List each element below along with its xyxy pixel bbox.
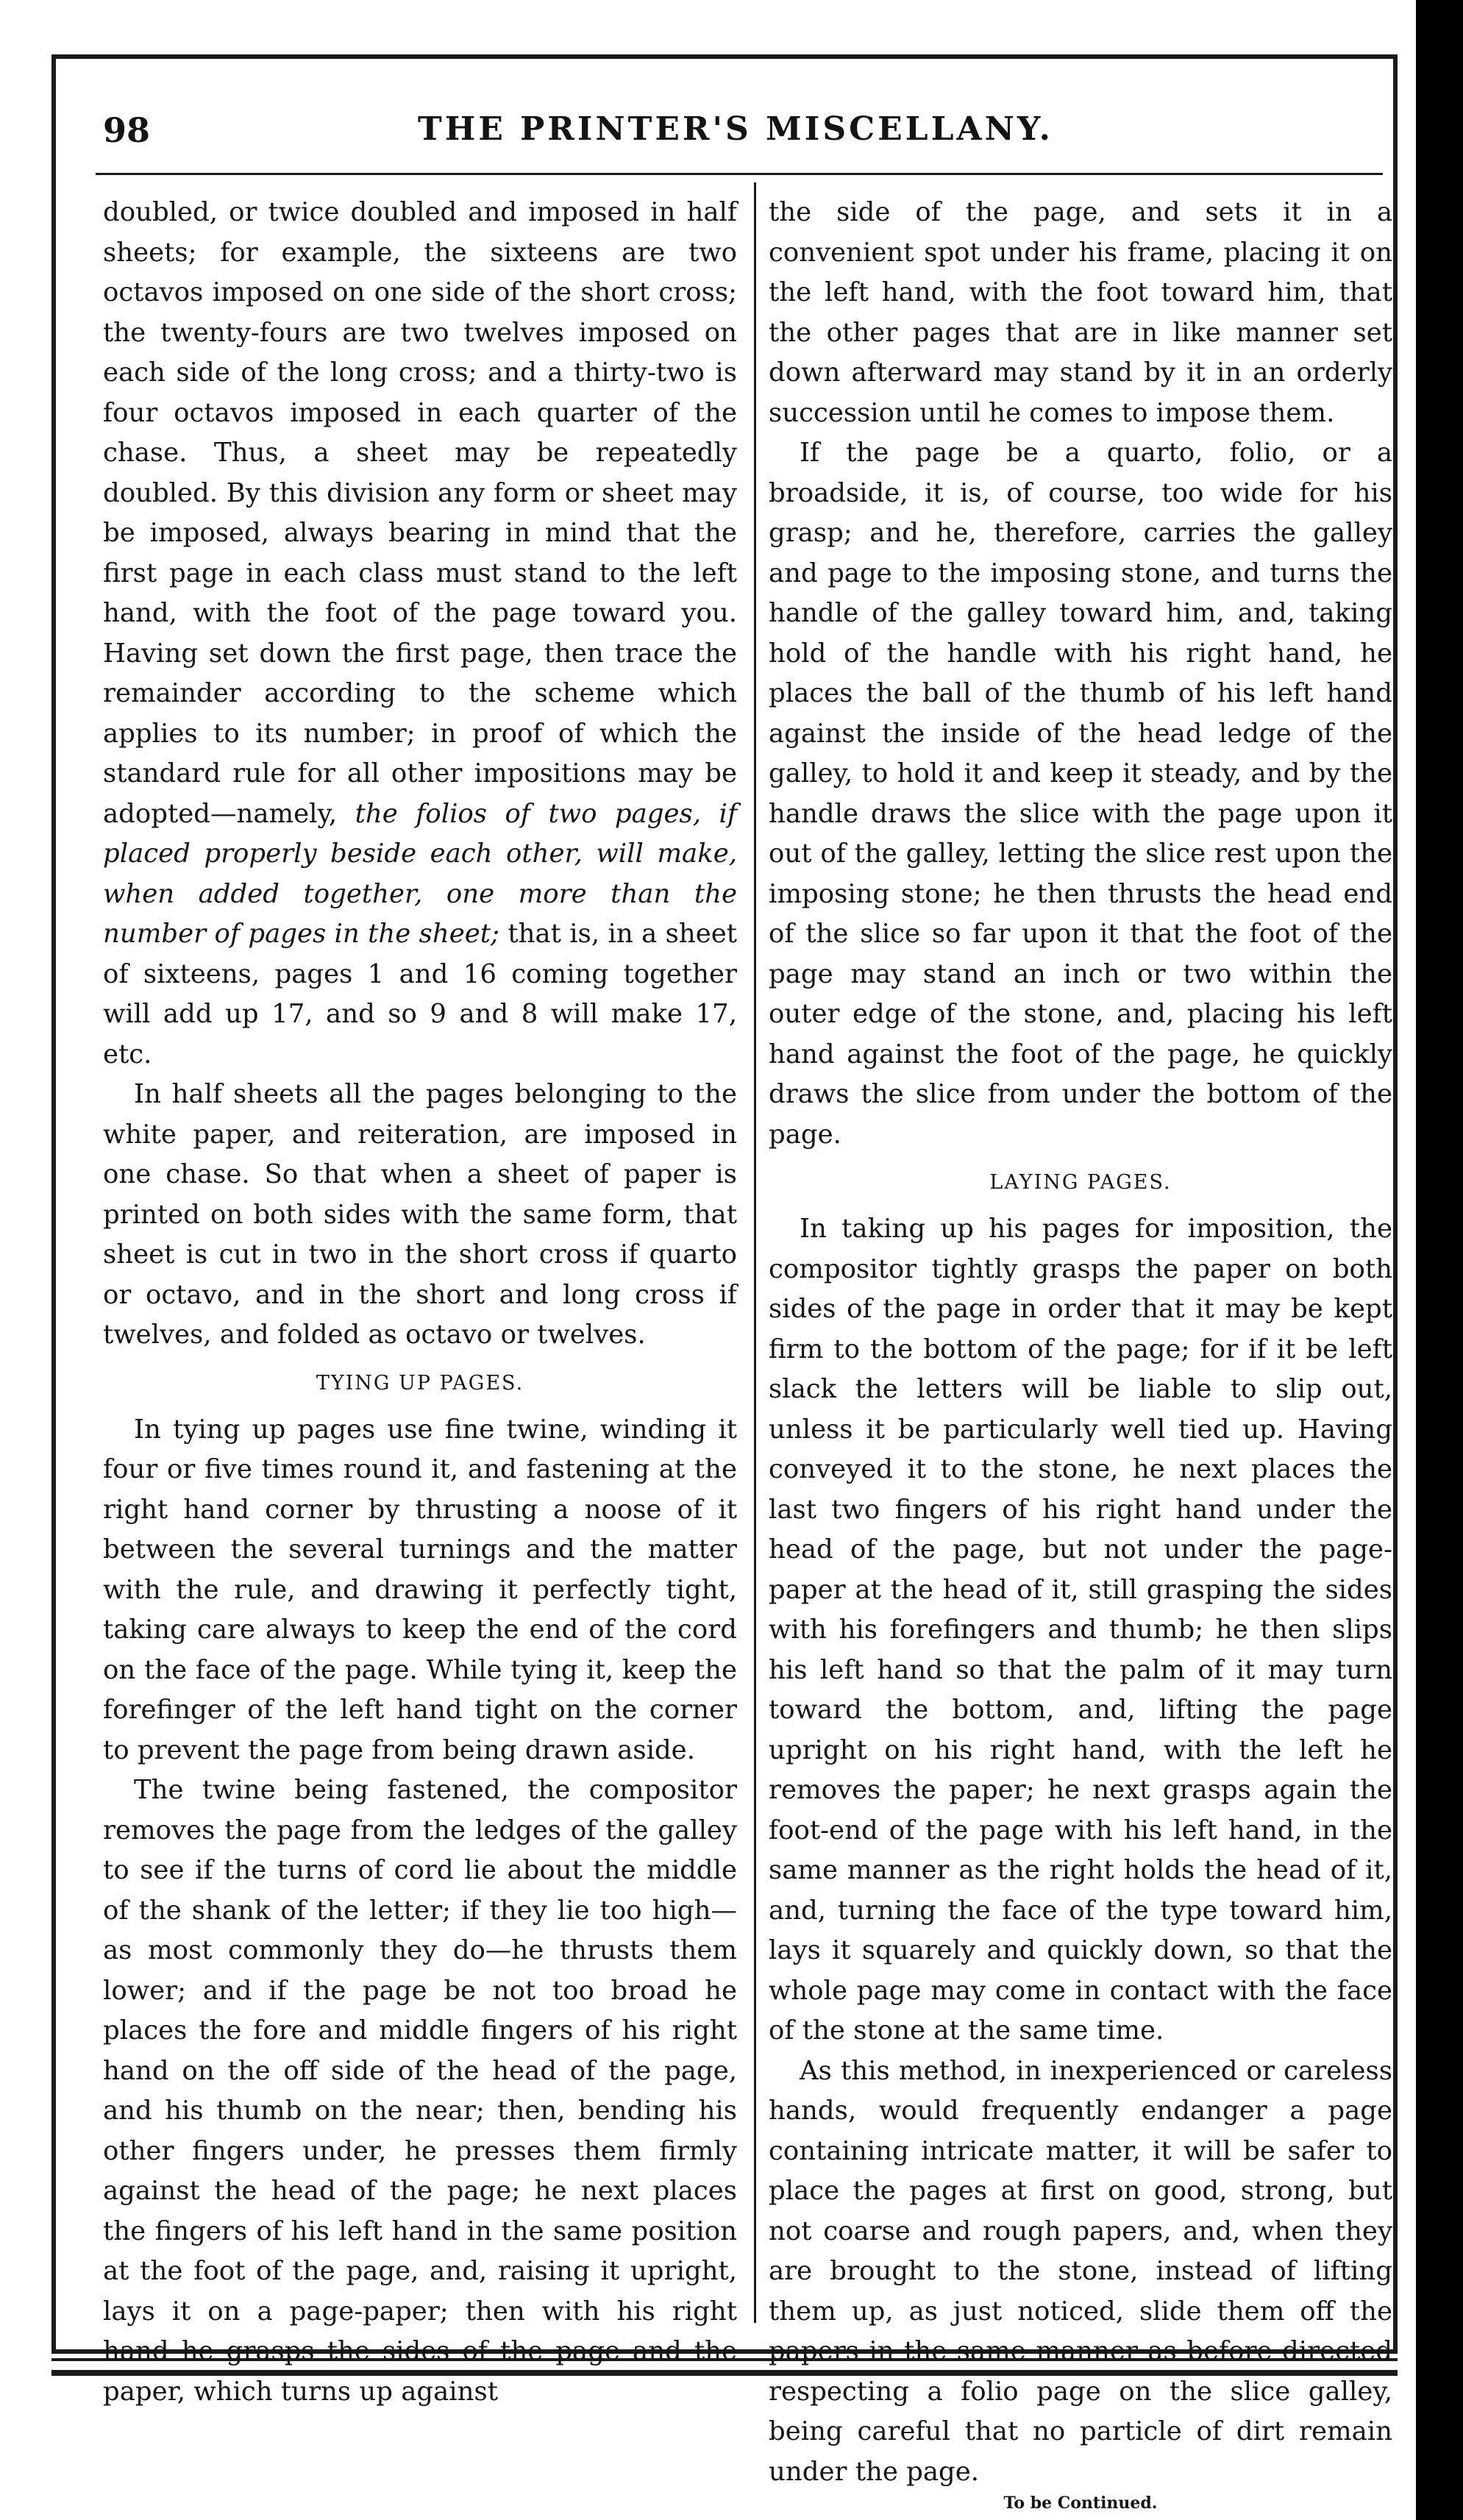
paragraph: doubled, or twice doubled and imposed in half sheets; for example, the sixteens are two octavos imposed on one side of the short cross; the twenty-fours are two twelves imposed on each side of the long cross; and a thirty-two is four octavos imposed in each quarter of the chase. Thus, a sheet may be repeatedly doubled. By this division any form or sheet may be imposed, always bearing in mind that the first page in each class must stand to the left hand, with the foot of the page toward you. Having set down the first page, then trace the remainder according to the scheme which applies to its number; in proof of which the standard rule for all other impositions may be adopted—namely, the folios of two pages, if placed properly beside each other, will make, when added together, one more than the number of pages in the sheet; that is, in a sheet of sixteens, pages 1 and 16 coming together will add up 17, and so 9 and 8 will make 17, etc. bbox=[103, 197, 737, 1069]
running-title: THE PRINTER'S MISCELLANY. bbox=[418, 110, 1053, 148]
paragraph: The twine being fastened, the compositor removes the page from the ledges of the galley to see if the turns of cord lie about the middle of the shank of the letter; if they lie too high—as most commonly they do—he thrusts them lower; and if the page be not too broad he places the fore and middle fingers of his right hand on the off side of the head of the page, and his thumb on the near; then, bending his other fingers under, he presses them firmly against the head of the page; he next places the fingers of his left hand in the same position at the foot of the page, and, raising it upright, lays it on a page-paper; then with his right hand he grasps the sides of the page and the paper, which turns up against bbox=[103, 1775, 737, 2407]
left-column bbox=[103, 193, 737, 2412]
scan-edge-shadow bbox=[1416, 0, 1463, 2520]
italic-rule: the folios of two pages, if placed properly beside each other, will make, when added together, one more than the number of pages in the sheet; bbox=[103, 798, 737, 949]
paragraph: In taking up his pages for imposition, the compositor tightly grasps the paper on both sides of the page in order that it may be kept firm to the bottom of the page; for if it be left slack the letters will be liable to slip out, unless it be particularly well tied up. Having conveyed it to the stone, he next places the last two fingers of his right hand under the head of the page, but not under the page-paper at the head of it, still grasping the sides with his forefingers and thumb; he then slips his left hand so that the palm of it may turn toward the bottom, and, lifting the page upright on his right hand, with the left he removes the paper; he next grasps again the foot-end of the page with his left hand, in the same manner as the right holds the head of it, and, turning the face of the type toward him, lays it squarely and quickly down, so that the whole page may come in contact with the face of the stone at the same time. bbox=[769, 1214, 1392, 2046]
continued-note: To be Continued. bbox=[1003, 2494, 1158, 2513]
paragraph: As this method, in inexperienced or careless hands, would frequently endanger a page containing intricate matter, it will be safer to place the pages at first on good, strong, but not coarse and rough papers, and, when they are brought to the stone, instead of lifting them up, as just noticed, slide them off the papers in the same manner as before directed respecting a folio page on the slice galley, being careful that no particle of dirt remain under the page. bbox=[769, 2055, 1392, 2487]
paragraph: If the page be a quarto, folio, or a broadside, it is, of course, too wide for his grasp; and he, therefore, carries the galley and page to the imposing stone, and turns the handle of the galley toward him, and, taking hold of the handle with his right hand, he places the ball of the thumb of his left hand against the inside of the head ledge of the galley, to hold it and keep it steady, and by the handle draws the slice with the page upon it out of the galley, letting the slice rest upon the imposing stone; he then thrusts the head end of the slice so far upon it that the foot of the page may stand an inch or two within the outer edge of the stone, and, placing his left hand against the foot of the page, he quickly draws the slice from under the bottom of the page. bbox=[769, 438, 1392, 1150]
right-column bbox=[769, 193, 1392, 2514]
column-divider bbox=[754, 182, 756, 2323]
paragraph: the side of the page, and sets it in a convenient spot under his frame, placing it on the left hand, with the foot toward him, that the other pages that are in like manner set down afterward may stand by it in an orderly succession until he comes to impose them. bbox=[769, 197, 1392, 428]
section-heading: TYING UP PAGES. bbox=[316, 1371, 524, 1395]
page-header bbox=[81, 110, 1390, 162]
paragraph: In tying up pages use fine twine, winding it four or five times round it, and fastening at the right hand corner by thrusting a noose of it between the several turnings and the matter with the rule, and drawing it perfectly tight, taking care always to keep the end of the cord on the face of the page. While tying it, keep the forefinger of the left hand tight on the corner to prevent the page from being drawn aside. bbox=[103, 1414, 737, 1765]
paragraph: In half sheets all the pages belonging to the white paper, and reiteration, are imposed in one chase. So that when a sheet of paper is printed on both sides with the same form, that sheet is cut in two in the short cross if quarto or octavo, and in the short and long cross if twelves, and folded as octavo or twelves. bbox=[103, 1079, 737, 1350]
page-number: 98 bbox=[103, 110, 151, 150]
header-rule bbox=[96, 173, 1383, 175]
section-heading: LAYING PAGES. bbox=[989, 1171, 1172, 1194]
